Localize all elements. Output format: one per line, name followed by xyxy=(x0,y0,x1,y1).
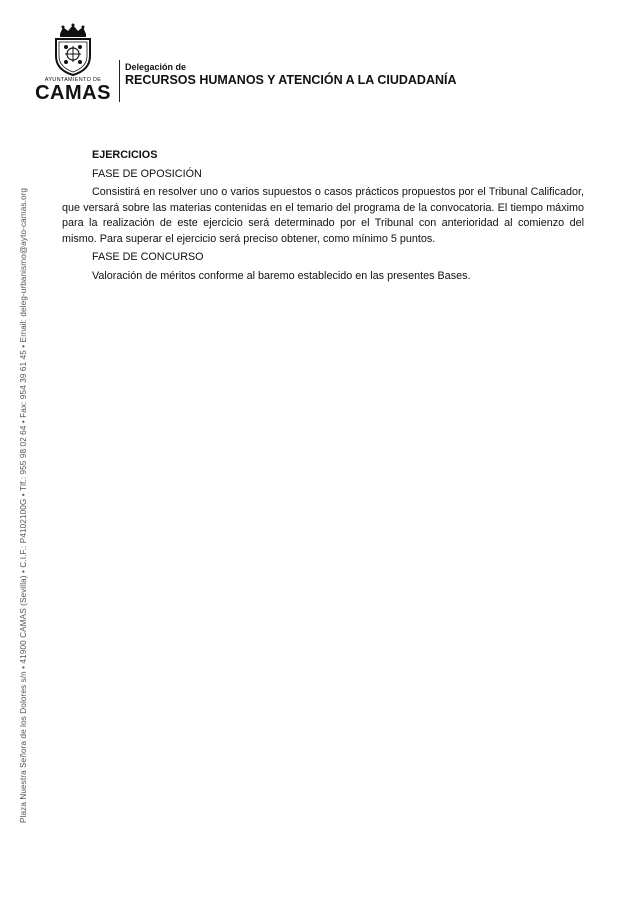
logo-caption: AYUNTAMIENTO DE xyxy=(44,77,102,83)
sidebar-address: Plaza Nuestra Señora de los Dolores s/n • 41900 CAMAS (Sevilla) • C.I.F.: P4102100G • Tlf.: 955 98 02 64 • Fax: 954 39 61 45 • Email: deleg-urbanismo@ayto-camas.org xyxy=(19,187,28,823)
header-divider xyxy=(119,60,120,102)
document-body xyxy=(62,148,584,287)
municipal-logo xyxy=(30,22,116,104)
department-label: Delegación de xyxy=(125,62,187,72)
section-heading: EJERCICIOS xyxy=(92,149,158,161)
coat-of-arms-icon xyxy=(50,22,96,76)
fase-oposicion-heading: FASE DE OPOSICIÓN xyxy=(92,167,202,180)
concurso-paragraph: Valoración de méritos conforme al baremo establecido en las presentes Bases. xyxy=(92,269,471,282)
letterhead xyxy=(30,22,590,104)
fase-concurso-heading: FASE DE CONCURSO xyxy=(92,251,204,263)
department-title: RECURSOS HUMANOS Y ATENCIÓN A LA CIUDADANÍA xyxy=(125,73,457,87)
logo-wordmark: CAMAS xyxy=(35,82,111,104)
oposicion-paragraph: Consistirá en resolver uno o varios supuestos o casos prácticos propuestos por el Tribunal Calificador, que versará sobre las materias contenidas en el temario del programa de la convocatoria. El tiempo máximo para la realización de este ejercicio será determinado por el Tribunal con anterioridad al comienzo del mismo. Para superar el ejercicio será preciso obtener, como mínimo 5 puntos. xyxy=(62,186,584,245)
